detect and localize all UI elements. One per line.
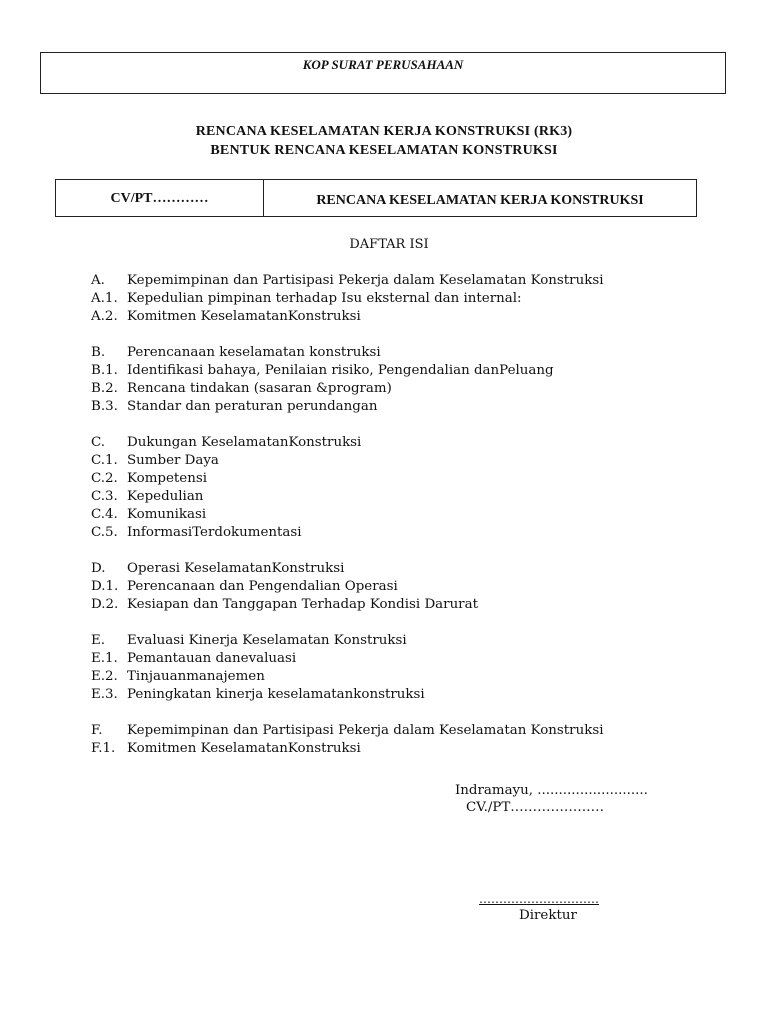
toc-entry-text: Sumber Daya — [127, 453, 219, 468]
toc-number: E.1. — [91, 651, 118, 666]
table-of-contents — [91, 272, 731, 758]
toc-number: E.3. — [91, 687, 118, 702]
toc-entry-text: InformasiTerdokumentasi — [127, 525, 302, 540]
toc-spacer — [91, 326, 731, 344]
toc-number: C.4. — [91, 507, 118, 522]
toc-row — [91, 272, 731, 290]
document-subtitle: BENTUK RENCANA KESELAMATAN KONSTRUKSI — [210, 143, 558, 158]
toc-entry-text: Kompetensi — [127, 471, 207, 486]
signature-name-line: ………………………… — [479, 892, 599, 906]
toc-row — [91, 344, 731, 362]
toc-row — [91, 362, 731, 380]
toc-entry-text: Pemantauan danevaluasi — [127, 651, 297, 666]
toc-number: B.2. — [91, 381, 118, 396]
toc-row — [91, 686, 731, 704]
toc-entry-text: Kepemimpinan dan Partisipasi Pekerja dalam Keselamatan Konstruksi — [127, 723, 604, 738]
toc-entry-text: Komitmen KeselamatanKonstruksi — [127, 741, 361, 756]
toc-entry-text: Kepedulian — [127, 489, 204, 504]
toc-entry-text: Tinjauanmanajemen — [127, 669, 265, 684]
toc-entry-text: Operasi KeselamatanKonstruksi — [127, 561, 345, 576]
toc-row — [91, 434, 731, 452]
toc-row — [91, 650, 731, 668]
toc-number: C.3. — [91, 489, 118, 504]
toc-number: F.1. — [91, 741, 116, 756]
toc-entry-text: Komitmen KeselamatanKonstruksi — [127, 309, 361, 324]
toc-heading: DAFTAR ISI — [349, 237, 429, 252]
signature-place-date: Indramayu, .......................... — [455, 783, 648, 798]
letterhead-box — [40, 52, 726, 94]
toc-spacer — [91, 614, 731, 632]
toc-row — [91, 308, 731, 326]
toc-row — [91, 470, 731, 488]
toc-number: B. — [91, 345, 106, 360]
toc-row — [91, 578, 731, 596]
toc-number: B.1. — [91, 363, 118, 378]
toc-row — [91, 398, 731, 416]
toc-row — [91, 668, 731, 686]
toc-entry-text: Dukungan KeselamatanKonstruksi — [127, 435, 362, 450]
toc-entry-text: Kepedulian pimpinan terhadap Isu eksternal dan internal: — [127, 291, 522, 306]
toc-number: E. — [91, 633, 106, 648]
toc-number: D.1. — [91, 579, 119, 594]
header-company-cell: CV/PT………… — [56, 180, 264, 216]
signature-role: Direktur — [519, 908, 577, 923]
toc-row — [91, 488, 731, 506]
toc-spacer — [91, 542, 731, 560]
document-title: RENCANA KESELAMATAN KERJA KONSTRUKSI (RK3) — [195, 124, 573, 139]
toc-entry-text: Komunikasi — [127, 507, 207, 522]
toc-number: A.2. — [91, 309, 118, 324]
toc-number: C. — [91, 435, 106, 450]
toc-entry-text: Kepemimpinan dan Partisipasi Pekerja dalam Keselamatan Konstruksi — [127, 273, 604, 288]
toc-entry-text: Identifikasi bahaya, Penilaian risiko, Pengendalian danPeluang — [127, 363, 554, 378]
signature-company: CV./PT………………… — [466, 800, 605, 815]
toc-spacer — [91, 704, 731, 722]
toc-row — [91, 452, 731, 470]
toc-entry-text: Standar dan peraturan perundangan — [127, 399, 378, 414]
toc-spacer — [91, 416, 731, 434]
toc-number: A.1. — [91, 291, 118, 306]
toc-number: B.3. — [91, 399, 118, 414]
toc-number: A. — [91, 273, 105, 288]
toc-number: F. — [91, 723, 103, 738]
toc-number: C.2. — [91, 471, 118, 486]
toc-entry-text: Perencanaan keselamatan konstruksi — [127, 345, 381, 360]
toc-entry-text: Evaluasi Kinerja Keselamatan Konstruksi — [127, 633, 407, 648]
toc-entry-text: Kesiapan dan Tanggapan Terhadap Kondisi Darurat — [127, 597, 478, 612]
toc-row — [91, 506, 731, 524]
letterhead-text: KOP SURAT PERUSAHAAN — [302, 57, 464, 72]
header-table — [55, 179, 697, 217]
toc-row — [91, 740, 731, 758]
toc-number: E.2. — [91, 669, 118, 684]
toc-row — [91, 524, 731, 542]
header-title-cell: RENCANA KESELAMATAN KERJA KONSTRUKSI — [316, 193, 644, 208]
toc-number: C.5. — [91, 525, 118, 540]
toc-row — [91, 290, 731, 308]
toc-number: D. — [91, 561, 106, 576]
toc-number: D.2. — [91, 597, 119, 612]
toc-row — [91, 380, 731, 398]
toc-row — [91, 596, 731, 614]
toc-row — [91, 632, 731, 650]
toc-row — [91, 722, 731, 740]
toc-row — [91, 560, 731, 578]
toc-entry-text: Rencana tindakan (sasaran &program) — [127, 381, 392, 396]
toc-entry-text: Peningkatan kinerja keselamatankonstruksi — [127, 687, 425, 702]
toc-entry-text: Perencanaan dan Pengendalian Operasi — [127, 579, 398, 594]
toc-number: C.1. — [91, 453, 118, 468]
